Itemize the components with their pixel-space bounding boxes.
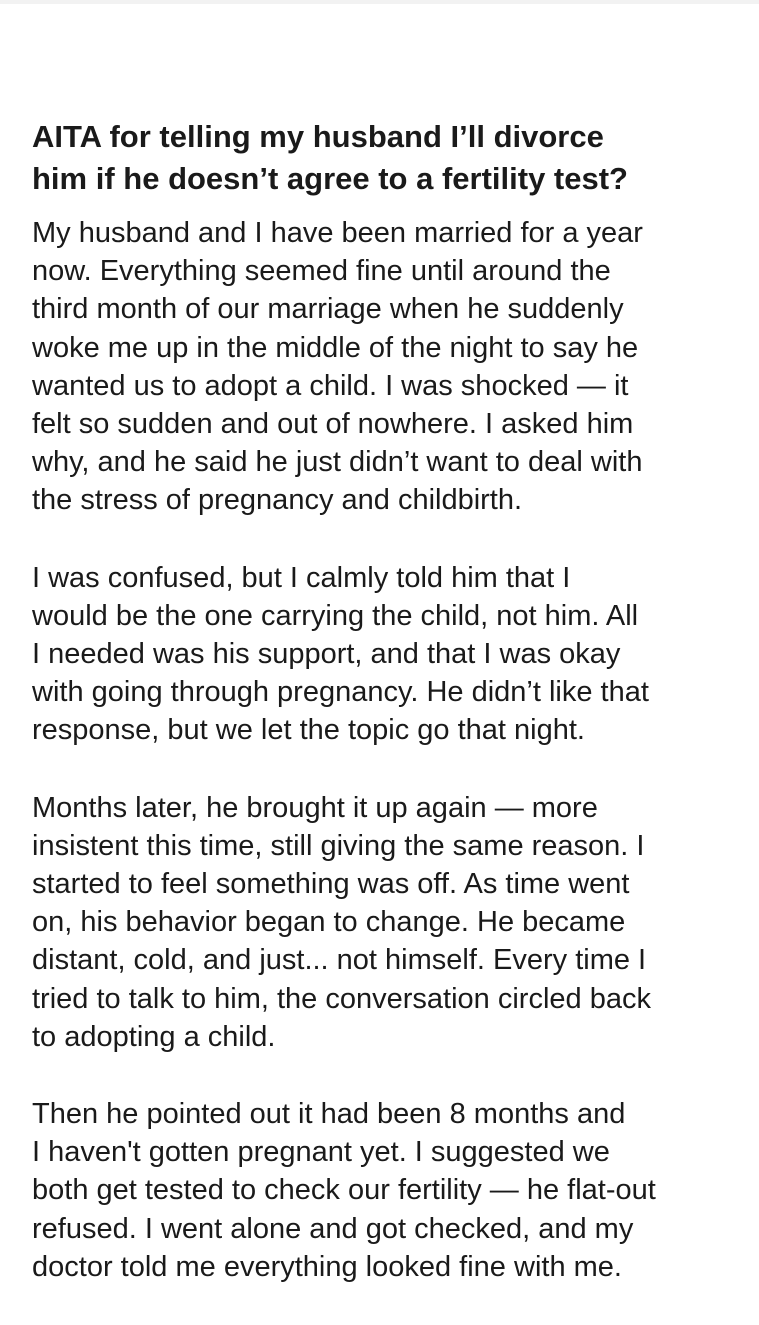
top-bar <box>0 0 759 4</box>
post-paragraph: My husband and I have been married for a year now. Everything seemed fine until around the third month of our marriage when he suddenly woke me up in the middle of the night to say he wanted us to adopt a child. I was shocked — it felt so sudden and out of nowhere. I asked him why, and he said he just didn’t want to deal with the stress of pregnancy and childbirth. <box>32 217 643 517</box>
post-paragraph: I was confused, but I calmly told him that I would be the one carrying the child, not him. All I needed was his support, and that I was okay with going through pregnancy. He didn’t like that response, but we let the topic go that night. <box>32 561 649 747</box>
post-paragraph: Then he pointed out it had been 8 months and I haven't gotten pregnant yet. I suggested we both get tested to check our fertility — he flat-out refused. I went alone and got checked, and my doctor told me everything looked fine with me. <box>32 1098 656 1283</box>
post-title: AITA for telling my husband I’ll divorce him if he doesn’t agree to a fertility test? <box>32 119 628 196</box>
post-article <box>32 116 732 1325</box>
post-body <box>32 214 732 1286</box>
post-paragraph: Months later, he brought it up again — more insistent this time, still giving the same reason. I started to feel something was off. As time went on, his behavior began to change. He became distant, cold, and just... not himself. Every time I tried to talk to him, the conversation circled back to adopting a child. <box>32 791 651 1053</box>
